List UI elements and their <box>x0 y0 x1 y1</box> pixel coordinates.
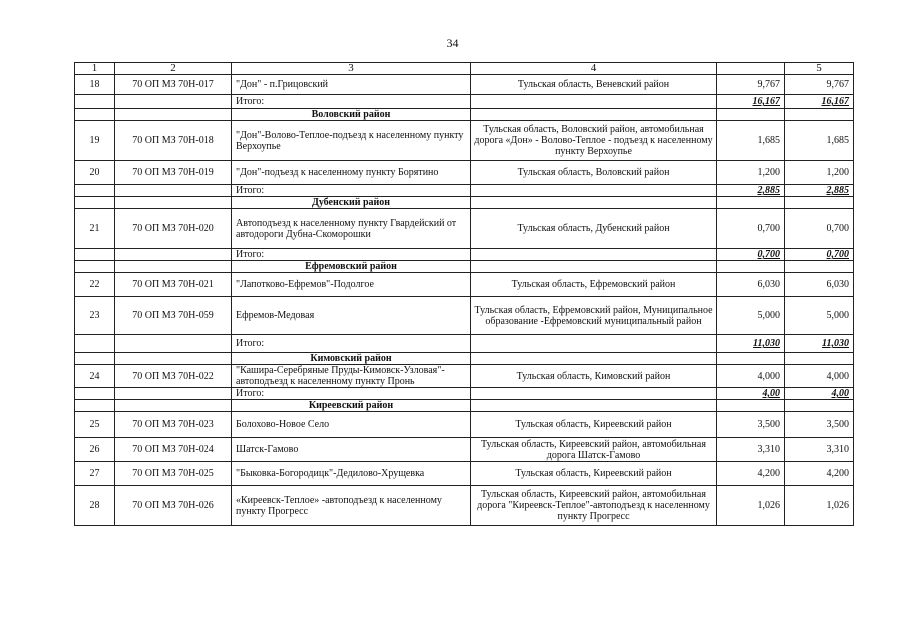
row-number: 18 <box>75 75 115 95</box>
empty-cell <box>471 197 717 209</box>
page-number: 34 <box>446 36 459 50</box>
road-name: Ефремов-Медовая <box>232 297 471 335</box>
road-location: Тульская область, Воловский район <box>471 161 717 185</box>
length-value: 4,200 <box>717 462 785 486</box>
empty-cell <box>115 335 232 353</box>
road-name: "Дон"-Волово-Теплое-подъезд к населенному пункту Верхоупье <box>232 121 471 161</box>
empty-cell <box>717 353 785 365</box>
empty-cell <box>471 109 717 121</box>
empty-cell <box>115 197 232 209</box>
total-value: 16,167 <box>717 95 785 109</box>
table-row <box>75 412 854 438</box>
total-row <box>75 185 854 197</box>
district-row <box>75 197 854 209</box>
road-code: 70 ОП МЗ 70Н-021 <box>115 273 232 297</box>
length-value: 1,685 <box>717 121 785 161</box>
total-value: 2,885 <box>785 185 854 197</box>
road-name: "Дон" - п.Грицовский <box>232 75 471 95</box>
length-value: 5,000 <box>785 297 854 335</box>
road-location: Тульская область, Кимовский район <box>471 365 717 388</box>
length-value: 0,700 <box>785 209 854 249</box>
table-row <box>75 161 854 185</box>
table-row <box>75 297 854 335</box>
row-number: 20 <box>75 161 115 185</box>
empty-cell <box>785 197 854 209</box>
column-header: 1 <box>75 63 115 75</box>
road-code: 70 ОП МЗ 70Н-023 <box>115 412 232 438</box>
row-number: 19 <box>75 121 115 161</box>
empty-cell <box>785 353 854 365</box>
empty-cell <box>75 353 115 365</box>
length-value: 6,030 <box>717 273 785 297</box>
empty-cell <box>471 400 717 412</box>
table-row <box>75 121 854 161</box>
length-value: 1,026 <box>785 486 854 526</box>
empty-cell <box>717 261 785 273</box>
road-code: 70 ОП МЗ 70Н-019 <box>115 161 232 185</box>
empty-cell <box>471 249 717 261</box>
table-row <box>75 438 854 462</box>
district-row <box>75 109 854 121</box>
column-header: 2 <box>115 63 232 75</box>
total-row <box>75 95 854 109</box>
road-name: Болохово-Новое Село <box>232 412 471 438</box>
road-name: Автоподъезд к населенному пункту Гвардейский от автодороги Дубна-Скоморошки <box>232 209 471 249</box>
road-code: 70 ОП МЗ 70Н-026 <box>115 486 232 526</box>
total-value: 2,885 <box>717 185 785 197</box>
road-location: Тульская область, Воловский район, автомобильная дорога «Дон» - Волово-Теплое - подъезд к населенному пункту Верхоупье <box>471 121 717 161</box>
empty-cell <box>785 109 854 121</box>
road-code: 70 ОП МЗ 70Н-025 <box>115 462 232 486</box>
empty-cell <box>75 261 115 273</box>
table-row <box>75 486 854 526</box>
road-code: 70 ОП МЗ 70Н-022 <box>115 365 232 388</box>
length-value: 5,000 <box>717 297 785 335</box>
length-value: 6,030 <box>785 273 854 297</box>
row-number: 24 <box>75 365 115 388</box>
road-code: 70 ОП МЗ 70Н-059 <box>115 297 232 335</box>
empty-cell <box>471 185 717 197</box>
total-value: 4,00 <box>717 388 785 400</box>
district-row <box>75 353 854 365</box>
empty-cell <box>115 261 232 273</box>
empty-cell <box>75 185 115 197</box>
table-row <box>75 462 854 486</box>
district-name: Киреевский район <box>232 400 471 412</box>
total-row <box>75 249 854 261</box>
row-number: 25 <box>75 412 115 438</box>
total-value: 11,030 <box>785 335 854 353</box>
empty-cell <box>471 353 717 365</box>
length-value: 4,000 <box>717 365 785 388</box>
empty-cell <box>75 95 115 109</box>
road-code: 70 ОП МЗ 70Н-017 <box>115 75 232 95</box>
empty-cell <box>75 197 115 209</box>
empty-cell <box>717 109 785 121</box>
column-header: 3 <box>232 63 471 75</box>
empty-cell <box>785 400 854 412</box>
road-location: Тульская область, Киреевский район, автомобильная дорога Шатск-Гамово <box>471 438 717 462</box>
empty-cell <box>75 249 115 261</box>
column-header: 4 <box>471 63 717 75</box>
empty-cell <box>115 400 232 412</box>
table-row <box>75 365 854 388</box>
empty-cell <box>115 249 232 261</box>
empty-cell <box>471 261 717 273</box>
road-name: "Быковка-Богородицк"-Дедилово-Хрущевка <box>232 462 471 486</box>
empty-cell <box>75 388 115 400</box>
total-label: Итого: <box>232 388 471 400</box>
length-value: 4,000 <box>785 365 854 388</box>
total-value: 4,00 <box>785 388 854 400</box>
empty-cell <box>717 197 785 209</box>
empty-cell <box>75 335 115 353</box>
empty-cell <box>115 388 232 400</box>
road-name: «Киреевск-Теплое» -автоподъезд к населенному пункту Прогресс <box>232 486 471 526</box>
empty-cell <box>471 335 717 353</box>
row-number: 26 <box>75 438 115 462</box>
row-number: 23 <box>75 297 115 335</box>
district-name: Дубенский район <box>232 197 471 209</box>
road-location: Тульская область, Киреевский район <box>471 412 717 438</box>
road-name: "Кашира-Серебряные Пруды-Кимовск-Узловая"-автоподъезд к населенному пункту Пронь <box>232 365 471 388</box>
road-location: Тульская область, Ефремовский район, Муниципальное образование -Ефремовский муниципальный район <box>471 297 717 335</box>
length-value: 3,310 <box>717 438 785 462</box>
length-value: 1,026 <box>717 486 785 526</box>
total-row <box>75 335 854 353</box>
road-location: Тульская область, Веневский район <box>471 75 717 95</box>
total-row <box>75 388 854 400</box>
total-label: Итого: <box>232 335 471 353</box>
table-row <box>75 209 854 249</box>
length-value: 3,500 <box>717 412 785 438</box>
column-header: 5 <box>785 63 854 75</box>
road-name: Шатск-Гамово <box>232 438 471 462</box>
table-body <box>75 63 854 526</box>
district-name: Воловский район <box>232 109 471 121</box>
district-row <box>75 261 854 273</box>
total-value: 11,030 <box>717 335 785 353</box>
road-name: "Дон"-подъезд к населенному пункту Борятино <box>232 161 471 185</box>
total-label: Итого: <box>232 95 471 109</box>
length-value: 9,767 <box>785 75 854 95</box>
total-value: 0,700 <box>717 249 785 261</box>
road-location: Тульская область, Ефремовский район <box>471 273 717 297</box>
empty-cell <box>75 109 115 121</box>
district-row <box>75 400 854 412</box>
empty-cell <box>717 400 785 412</box>
length-value: 4,200 <box>785 462 854 486</box>
total-value: 0,700 <box>785 249 854 261</box>
column-header <box>717 63 785 75</box>
empty-cell <box>785 261 854 273</box>
row-number: 22 <box>75 273 115 297</box>
empty-cell <box>115 185 232 197</box>
table-row <box>75 75 854 95</box>
header-row <box>75 63 854 75</box>
length-value: 9,767 <box>717 75 785 95</box>
road-code: 70 ОП МЗ 70Н-018 <box>115 121 232 161</box>
total-label: Итого: <box>232 185 471 197</box>
road-name: "Лапотково-Ефремов"-Подолгое <box>232 273 471 297</box>
row-number: 21 <box>75 209 115 249</box>
length-value: 0,700 <box>717 209 785 249</box>
district-name: Кимовский район <box>232 353 471 365</box>
empty-cell <box>75 400 115 412</box>
table-row <box>75 273 854 297</box>
road-location: Тульская область, Киреевский район, автомобильная дорога "Киреевск-Теплое"-автоподъезд к населенному пункту Прогресс <box>471 486 717 526</box>
empty-cell <box>471 95 717 109</box>
empty-cell <box>115 109 232 121</box>
road-code: 70 ОП МЗ 70Н-024 <box>115 438 232 462</box>
empty-cell <box>471 388 717 400</box>
total-value: 16,167 <box>785 95 854 109</box>
empty-cell <box>115 353 232 365</box>
length-value: 1,200 <box>717 161 785 185</box>
row-number: 27 <box>75 462 115 486</box>
road-location: Тульская область, Киреевский район <box>471 462 717 486</box>
length-value: 3,500 <box>785 412 854 438</box>
length-value: 1,685 <box>785 121 854 161</box>
roads-table <box>74 62 854 526</box>
road-code: 70 ОП МЗ 70Н-020 <box>115 209 232 249</box>
row-number: 28 <box>75 486 115 526</box>
empty-cell <box>115 95 232 109</box>
length-value: 1,200 <box>785 161 854 185</box>
total-label: Итого: <box>232 249 471 261</box>
road-location: Тульская область, Дубенский район <box>471 209 717 249</box>
district-name: Ефремовский район <box>232 261 471 273</box>
length-value: 3,310 <box>785 438 854 462</box>
